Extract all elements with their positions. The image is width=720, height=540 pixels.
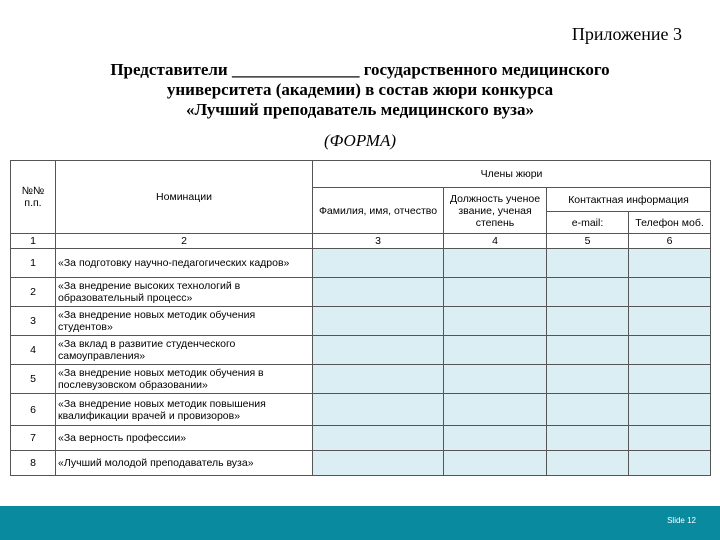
row-number: 2 — [11, 278, 56, 307]
header-email: e-mail: — [547, 212, 629, 234]
phone-cell[interactable] — [629, 451, 711, 476]
email-cell[interactable] — [547, 307, 629, 336]
name-cell[interactable] — [313, 426, 444, 451]
header-num: №№ п.п. — [11, 161, 56, 234]
table-row — [11, 451, 711, 476]
header-jury-members: Члены жюри — [313, 161, 711, 188]
row-number: 6 — [11, 394, 56, 426]
table-row — [11, 336, 711, 365]
phone-cell[interactable] — [629, 365, 711, 394]
slide-number: Slide 12 — [667, 516, 696, 525]
nomination-cell: «За внедрение высоких технологий в образовательный процесс» — [56, 278, 313, 307]
phone-cell[interactable] — [629, 307, 711, 336]
table-row — [11, 365, 711, 394]
title-line-2: университета (академии) в состав жюри конкурса — [166, 80, 554, 99]
row-number: 7 — [11, 426, 56, 451]
row-number: 4 — [11, 336, 56, 365]
index-cell: 1 — [11, 234, 56, 249]
email-cell[interactable] — [547, 426, 629, 451]
row-number: 8 — [11, 451, 56, 476]
table-row — [11, 394, 711, 426]
email-cell[interactable] — [547, 336, 629, 365]
email-cell[interactable] — [547, 249, 629, 278]
email-cell[interactable] — [547, 365, 629, 394]
position-cell[interactable] — [444, 426, 547, 451]
index-cell: 6 — [629, 234, 711, 249]
position-cell[interactable] — [444, 451, 547, 476]
header-nominations: Номинации — [56, 161, 313, 234]
appendix-label: Приложение 3 — [571, 24, 682, 44]
header-position: Должность ученое звание, ученая степень — [444, 188, 547, 234]
header-contact: Контактная информация — [547, 188, 711, 212]
name-cell[interactable] — [313, 365, 444, 394]
email-cell[interactable] — [547, 451, 629, 476]
title-line-3: «Лучший преподаватель медицинского вуза» — [186, 100, 534, 119]
nomination-cell: «За внедрение новых методик обучения в послевузовском образовании» — [56, 365, 313, 394]
header-name: Фамилия, имя, отчество — [313, 188, 444, 234]
nomination-cell: «Лучший молодой преподаватель вуза» — [56, 451, 313, 476]
form-label: (ФОРМА) — [324, 131, 396, 150]
header-phone: Телефон моб. — [629, 212, 711, 234]
phone-cell[interactable] — [629, 394, 711, 426]
name-cell[interactable] — [313, 451, 444, 476]
name-cell[interactable] — [313, 307, 444, 336]
position-cell[interactable] — [444, 278, 547, 307]
phone-cell[interactable] — [629, 278, 711, 307]
phone-cell[interactable] — [629, 249, 711, 278]
position-cell[interactable] — [444, 394, 547, 426]
email-cell[interactable] — [547, 394, 629, 426]
name-cell[interactable] — [313, 249, 444, 278]
index-cell: 4 — [444, 234, 547, 249]
position-cell[interactable] — [444, 249, 547, 278]
position-cell[interactable] — [444, 307, 547, 336]
position-cell[interactable] — [444, 365, 547, 394]
index-cell: 5 — [547, 234, 629, 249]
table-row — [11, 278, 711, 307]
name-cell[interactable] — [313, 336, 444, 365]
position-cell[interactable] — [444, 336, 547, 365]
row-number: 5 — [11, 365, 56, 394]
table-row — [11, 249, 711, 278]
nomination-cell: «За внедрение новых методик повышения квалификации врачей и провизоров» — [56, 394, 313, 426]
nomination-cell: «За внедрение новых методик обучения студентов» — [56, 307, 313, 336]
name-cell[interactable] — [313, 278, 444, 307]
page-title — [40, 60, 680, 120]
nomination-cell: «За вклад в развитие студенческого самоуправления» — [56, 336, 313, 365]
phone-cell[interactable] — [629, 426, 711, 451]
index-cell: 3 — [313, 234, 444, 249]
jury-table — [10, 160, 711, 476]
phone-cell[interactable] — [629, 336, 711, 365]
table-row — [11, 307, 711, 336]
row-number: 1 — [11, 249, 56, 278]
nomination-cell: «За верность профессии» — [56, 426, 313, 451]
row-number: 3 — [11, 307, 56, 336]
nomination-cell: «За подготовку научно-педагогических кадров» — [56, 249, 313, 278]
name-cell[interactable] — [313, 394, 444, 426]
email-cell[interactable] — [547, 278, 629, 307]
footer-bar — [0, 506, 720, 540]
table-row — [11, 426, 711, 451]
index-cell: 2 — [56, 234, 313, 249]
title-line-1: Представители _______________ государственного медицинского — [110, 60, 610, 79]
